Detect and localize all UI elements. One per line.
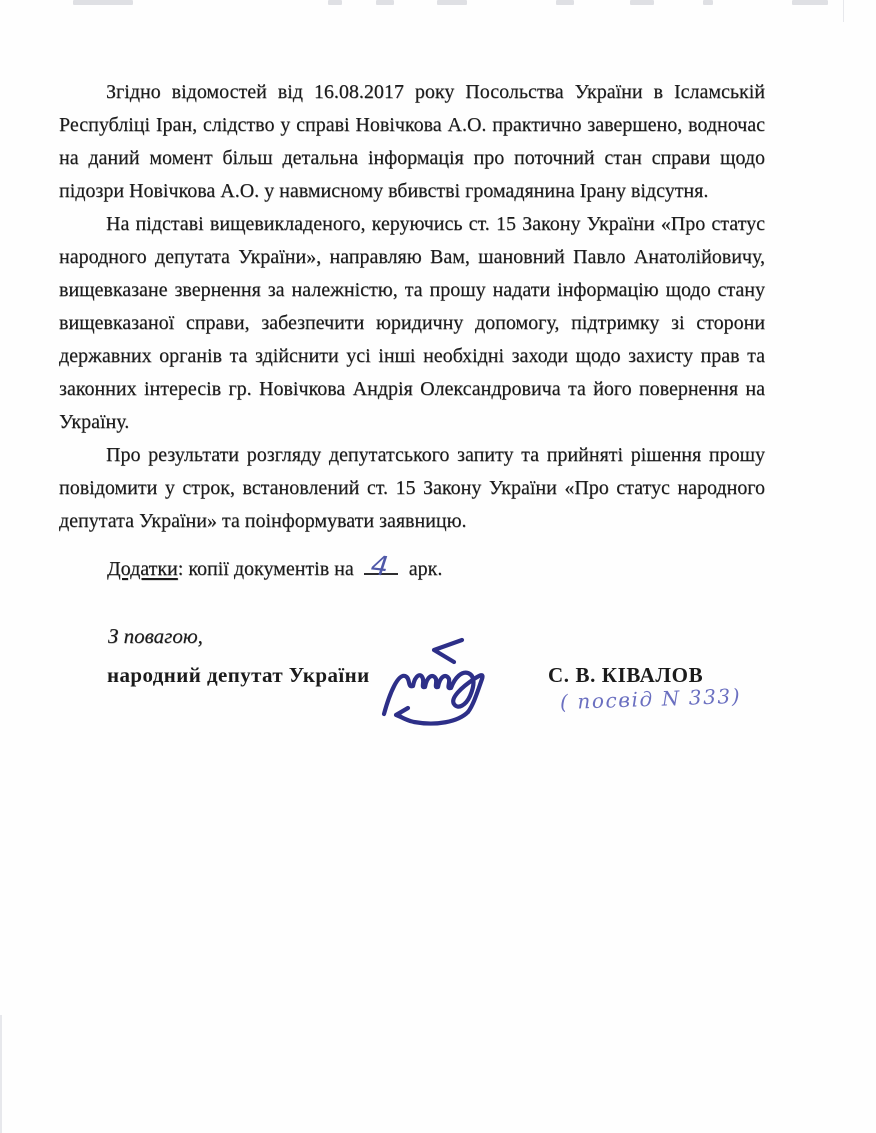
handwritten-credential-note: ( посвід N 333)	[559, 683, 742, 715]
handwritten-page-count: 4	[368, 550, 390, 583]
scan-smudge	[376, 0, 394, 5]
salutation: З повагою,	[108, 624, 203, 648]
paragraph-request: На підставі вищевикладеного, керуючись ст. 15 Закону України «Про статус народного депутата України», направляю Вам, шановний Павло Анатолійовичу, вищевказане звернення за належністю, та прошу надати інформацію щодо стану вищевказаної справи, забезпечити юридичну допомогу, підтримку зі сторони державних органів та здійснити усі інші необхідні заходи щодо захисту прав та законних інтересів гр. Новічкова Андрія Олександровича та його повернення на Україну.	[59, 213, 765, 433]
scan-streak	[843, 0, 844, 22]
attachment-count-blank	[364, 550, 398, 583]
letter-body	[59, 76, 765, 538]
signature-ink	[368, 626, 518, 736]
paragraph-deadline: Про результати розгляду депутатського запиту та прийняті рішення прошу повідомити у строк, встановлений ст. 15 Закону України «Про статус народного депутата України» та поінформувати заявницю.	[59, 444, 765, 532]
scan-streak	[0, 1015, 2, 1133]
signer-title: народний депутат України	[107, 663, 370, 687]
attachments-unit: арк.	[408, 558, 443, 580]
attachments-text: : копії документів на	[177, 558, 354, 580]
scan-smudge	[328, 0, 342, 5]
attachments-line	[107, 551, 442, 584]
scan-smudge	[556, 0, 574, 5]
attachments-label: Додатки	[107, 558, 178, 580]
scan-smudge	[437, 0, 467, 5]
signer-name: С. В. КІВАЛОВ	[548, 663, 704, 687]
scan-smudge	[792, 0, 828, 5]
scan-smudge	[73, 0, 133, 5]
paragraph-embassy-update: Згідно відомостей від 16.08.2017 року Посольства України в Ісламській Республіці Іран, слідство у справі Новічкова А.О. практично завершено, водночас на даний момент більш детальна інформація про поточний стан справи щодо підозри Новічкова А.О. у навмисному вбивстві громадянина Ірану відсутня.	[59, 81, 765, 202]
scan-smudge	[703, 0, 713, 5]
scan-smudge	[630, 0, 654, 5]
